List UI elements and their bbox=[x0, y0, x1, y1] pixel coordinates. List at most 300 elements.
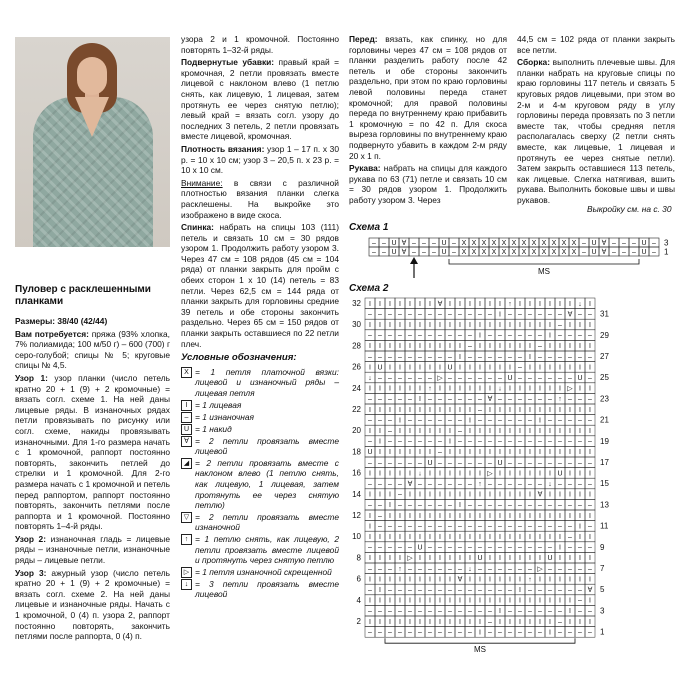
scheme-1-symbol: X bbox=[461, 240, 467, 248]
scheme-2-symbol: – bbox=[508, 417, 512, 425]
scheme-2-symbol: – bbox=[588, 375, 592, 382]
scheme-2-symbol: I bbox=[419, 449, 421, 457]
scheme-2-symbol: I bbox=[459, 491, 461, 499]
scheme-2-symbol: – bbox=[488, 353, 492, 361]
scheme-1-ms-label: MS bbox=[538, 267, 550, 276]
scheme-2-symbol: – bbox=[578, 608, 582, 616]
scheme-2-symbol: – bbox=[558, 565, 562, 573]
scheme-2-symbol: I bbox=[469, 470, 471, 478]
scheme-2-symbol: I bbox=[569, 300, 571, 308]
scheme-2-symbol: I bbox=[559, 343, 561, 351]
scheme-2-symbol: I bbox=[429, 428, 431, 435]
scheme-1-symbol: – bbox=[622, 240, 626, 248]
scheme-2-symbol: – bbox=[498, 629, 502, 637]
scheme-1-symbol: ∀ bbox=[401, 249, 407, 257]
scheme-2-symbol: I bbox=[509, 512, 511, 520]
scheme-2-symbol: I bbox=[509, 322, 511, 329]
scheme-2-symbol: – bbox=[468, 608, 472, 616]
scheme-2-symbol: – bbox=[398, 396, 402, 404]
scheme-2-symbol: – bbox=[418, 332, 422, 340]
scheme-1-symbol: U bbox=[641, 249, 647, 257]
scheme-2-symbol: – bbox=[368, 438, 372, 446]
scheme-2-symbol: – bbox=[488, 502, 492, 510]
scheme-2-symbol: – bbox=[378, 396, 382, 404]
scheme-2-symbol: – bbox=[378, 417, 382, 425]
scheme-2-symbol: I bbox=[559, 406, 561, 414]
scheme-2-symbol: – bbox=[418, 608, 422, 616]
scheme-2-symbol: I bbox=[439, 491, 441, 499]
scheme-2-symbol: – bbox=[368, 311, 372, 319]
scheme-2-symbol: – bbox=[418, 438, 422, 446]
scheme-2-symbol: I bbox=[549, 512, 551, 520]
scheme-2-symbol: I bbox=[439, 597, 441, 605]
scheme-2-symbol: I bbox=[449, 470, 451, 478]
scheme-2-symbol: – bbox=[528, 502, 532, 510]
scheme-2-symbol: – bbox=[428, 417, 432, 425]
scheme-2-symbol: I bbox=[379, 587, 381, 594]
scheme-1-symbol: X bbox=[521, 249, 527, 257]
scheme-2-symbol: – bbox=[588, 523, 592, 531]
scheme-2-symbol: ∀ bbox=[537, 491, 543, 499]
scheme-2-symbol: – bbox=[588, 438, 592, 446]
scheme-2-symbol: – bbox=[408, 417, 412, 425]
scheme-2-symbol: I bbox=[479, 364, 481, 372]
scheme-2-symbol: I bbox=[369, 406, 371, 414]
scheme-2-symbol: – bbox=[448, 311, 452, 319]
scheme-2-symbol: I bbox=[529, 534, 531, 541]
scheme-2-symbol: I bbox=[489, 406, 491, 414]
pattern-2: Узор 2: изнаночная гладь = лицевые ряды – изнаночные петли, изнаночные ряды – лицевые петли. bbox=[15, 533, 170, 566]
scheme-2-symbol: – bbox=[568, 353, 572, 361]
scheme-2-symbol: ↓ bbox=[548, 481, 552, 488]
scheme-2-symbol: – bbox=[378, 459, 382, 467]
scheme-2-symbol: I bbox=[479, 428, 481, 435]
scheme-2-symbol: – bbox=[508, 523, 512, 531]
scheme-2-symbol: I bbox=[429, 534, 431, 541]
scheme-1-symbol: – bbox=[582, 240, 586, 248]
scheme-2-right-label: 23 bbox=[600, 394, 609, 404]
scheme-2-symbol: I bbox=[499, 322, 501, 329]
scheme-2-symbol: I bbox=[509, 534, 511, 541]
scheme-2-symbol: I bbox=[489, 322, 491, 329]
scheme-2-symbol: – bbox=[378, 629, 382, 637]
scheme-2-symbol: – bbox=[548, 459, 552, 467]
scheme-2-symbol: I bbox=[409, 512, 411, 520]
scheme-2-symbol: I bbox=[489, 364, 491, 372]
scheme-2-symbol: – bbox=[438, 417, 442, 425]
scheme-2-symbol: – bbox=[568, 332, 572, 340]
scheme-2-symbol: – bbox=[588, 629, 592, 637]
legend-title: Условные обозначения: bbox=[181, 352, 297, 364]
scheme-2-symbol: – bbox=[518, 353, 522, 361]
scheme-2-symbol: – bbox=[378, 502, 382, 510]
sweater-photo bbox=[15, 37, 170, 247]
scheme-2-symbol: I bbox=[419, 576, 421, 584]
scheme-2-symbol: – bbox=[518, 396, 522, 404]
scheme-2-symbol: – bbox=[588, 311, 592, 319]
scheme-1-symbol: – bbox=[622, 249, 626, 257]
legend-item bbox=[181, 412, 339, 423]
scheme-2-symbol: – bbox=[418, 375, 422, 382]
scheme-2-symbol: I bbox=[409, 385, 411, 393]
scheme-2-symbol: I bbox=[569, 343, 571, 351]
scheme-2-symbol: I bbox=[369, 428, 371, 435]
column-1 bbox=[15, 316, 170, 644]
scheme-2-symbol: I bbox=[559, 449, 561, 457]
column-3 bbox=[349, 34, 507, 208]
scheme-2-symbol: – bbox=[448, 417, 452, 425]
scheme-2-symbol: – bbox=[408, 565, 412, 573]
scheme-2-symbol: – bbox=[458, 428, 462, 435]
scheme-1-symbol: – bbox=[432, 249, 436, 257]
scheme-2-right-label: 11 bbox=[600, 521, 609, 531]
scheme-2-symbol: U bbox=[447, 364, 453, 372]
scheme-2-symbol: – bbox=[378, 353, 382, 361]
scheme-2-symbol: – bbox=[458, 396, 462, 404]
scheme-2-symbol: ↓ bbox=[418, 470, 422, 478]
scheme-2-symbol: I bbox=[539, 385, 541, 393]
scheme-2-symbol: I bbox=[489, 449, 491, 457]
scheme-2-symbol: – bbox=[558, 608, 562, 616]
scheme-2-symbol: I bbox=[589, 322, 591, 329]
scheme-2-symbol: I bbox=[479, 385, 481, 393]
scheme-2-symbol: I bbox=[519, 587, 521, 594]
scheme-1-symbol: ∀ bbox=[601, 249, 607, 257]
scheme-2-symbol: – bbox=[398, 523, 402, 531]
scheme-2-symbol: I bbox=[379, 491, 381, 499]
scheme-2-symbol: – bbox=[558, 523, 562, 531]
scheme-1-symbol: – bbox=[612, 240, 616, 248]
scheme-1-symbol: X bbox=[481, 249, 487, 257]
scheme-2-symbol: I bbox=[499, 597, 501, 605]
scheme-2-symbol: I bbox=[589, 449, 591, 457]
scheme-2-symbol: – bbox=[528, 608, 532, 616]
scheme-2-symbol: – bbox=[398, 375, 402, 382]
scheme-2-symbol: I bbox=[569, 608, 571, 616]
scheme-2-symbol: – bbox=[388, 417, 392, 425]
scheme-2-symbol: I bbox=[519, 406, 521, 414]
scheme-2-symbol: – bbox=[588, 353, 592, 361]
scheme-2-symbol: – bbox=[568, 629, 572, 637]
scheme-2-right-label: 9 bbox=[600, 542, 605, 552]
scheme-2-symbol: I bbox=[409, 576, 411, 584]
scheme-2-symbol: – bbox=[588, 608, 592, 616]
scheme-2-symbol: – bbox=[428, 502, 432, 510]
scheme-2-symbol: – bbox=[588, 544, 592, 552]
scheme-2-symbol: ▷ bbox=[487, 470, 493, 478]
scheme-2-symbol: I bbox=[579, 470, 581, 478]
scheme-2-symbol: – bbox=[388, 481, 392, 488]
scheme-2-symbol: ↑ bbox=[398, 565, 402, 573]
scheme-2-symbol: – bbox=[428, 375, 432, 382]
scheme-2-symbol: I bbox=[529, 597, 531, 605]
scheme-2-symbol: I bbox=[379, 322, 381, 329]
scheme-2-symbol: – bbox=[548, 375, 552, 382]
scheme-2-symbol: I bbox=[469, 428, 471, 435]
scheme-2-left-label: 24 bbox=[352, 383, 361, 393]
scheme-2-symbol: – bbox=[558, 438, 562, 446]
legend-text: = 2 петли провязать вместе изнаночной bbox=[195, 511, 339, 533]
scheme-2-symbol: I bbox=[459, 449, 461, 457]
scheme-2-symbol: – bbox=[528, 523, 532, 531]
scheme-2-symbol: I bbox=[469, 618, 471, 626]
scheme-2-symbol: – bbox=[588, 565, 592, 573]
scheme-2-right-label: 19 bbox=[600, 436, 609, 446]
scheme-2-symbol: I bbox=[389, 618, 391, 626]
scheme-2-symbol: – bbox=[488, 481, 492, 488]
scheme-2-symbol: I bbox=[519, 597, 521, 605]
scheme-2-symbol: – bbox=[398, 311, 402, 319]
scheme-2-symbol: I bbox=[529, 364, 531, 372]
scheme-2-symbol: I bbox=[419, 491, 421, 499]
scheme-2-symbol: – bbox=[468, 438, 472, 446]
scheme-2-symbol: – bbox=[518, 364, 522, 372]
scheme-2-symbol: – bbox=[498, 523, 502, 531]
scheme-2-symbol: I bbox=[549, 322, 551, 329]
scheme-2-symbol: – bbox=[388, 459, 392, 467]
scheme-2-symbol: – bbox=[368, 459, 372, 467]
scheme-2-symbol: – bbox=[558, 459, 562, 467]
scheme-2-symbol: I bbox=[579, 523, 581, 531]
scheme-2-symbol: – bbox=[448, 375, 452, 382]
scheme-2-symbol: I bbox=[499, 576, 501, 584]
scheme-2-symbol: ▷ bbox=[407, 555, 413, 563]
scheme-2-symbol: I bbox=[519, 534, 521, 541]
scheme-2-symbol: – bbox=[398, 491, 402, 499]
scheme-2-symbol: – bbox=[558, 629, 562, 637]
scheme-2-symbol: I bbox=[399, 618, 401, 626]
scheme-2-symbol: – bbox=[478, 417, 482, 425]
scheme-1-symbol: U bbox=[441, 240, 447, 248]
assembly-instructions: Сборка: выполнить плечевые швы. Для планки набрать на круговые спицы по краю горловины 117 петель и связать 5 круговых рядов лицевыми, при этом во 2-м и 4-м круговом ряду в углу горловины переда провязать по 3 петли вместе так, чтобы средняя петля располагалась сверху (2 петли снять вместе, как лицевые, 1 лицевая и протянуть ее через снятые петли). Затем закрыть оставшиеся 113 петель, как лицевые. Слегка натягивая, вшить рукава. Выполнить боковые швы и швы рукавов. bbox=[517, 57, 675, 205]
scheme-2-symbol: I bbox=[369, 555, 371, 563]
scheme-2-symbol: I bbox=[459, 385, 461, 393]
scheme-2-symbol: – bbox=[488, 375, 492, 382]
scheme-2-symbol: – bbox=[438, 629, 442, 637]
scheme-2-symbol: I bbox=[559, 555, 561, 563]
scheme-2-ms-bracket bbox=[385, 638, 575, 643]
scheme-2-symbol: – bbox=[548, 608, 552, 616]
scheme-2-symbol: I bbox=[569, 597, 571, 605]
scheme-2-symbol: – bbox=[478, 544, 482, 552]
legend-item bbox=[181, 512, 339, 533]
scheme-2-symbol: – bbox=[508, 332, 512, 340]
scheme-2-symbol: – bbox=[528, 438, 532, 446]
scheme-2-symbol: I bbox=[549, 597, 551, 605]
scheme-2-symbol: I bbox=[459, 470, 461, 478]
scheme-2-symbol: I bbox=[399, 364, 401, 372]
scheme-2-symbol: I bbox=[489, 555, 491, 563]
scheme-2-symbol: – bbox=[408, 629, 412, 637]
scheme-2-symbol: – bbox=[378, 565, 382, 573]
scheme-2-symbol: – bbox=[408, 396, 412, 404]
scheme-2-symbol: I bbox=[569, 428, 571, 435]
scheme-2-symbol: – bbox=[538, 587, 542, 594]
scheme-2-symbol: I bbox=[409, 364, 411, 372]
scheme-2-symbol: – bbox=[418, 502, 422, 510]
scheme-2-symbol: I bbox=[549, 491, 551, 499]
scheme-2-symbol: – bbox=[498, 502, 502, 510]
scheme-2-symbol: – bbox=[408, 375, 412, 382]
scheme-2-symbol: I bbox=[389, 364, 391, 372]
scheme-2-symbol: ↑ bbox=[528, 576, 532, 584]
scheme-1-symbol: X bbox=[511, 249, 517, 257]
scheme-2-left-label: 20 bbox=[352, 426, 361, 436]
scheme-1-symbol: X bbox=[481, 240, 487, 248]
scheme-2-symbol: – bbox=[548, 544, 552, 552]
scheme-2-symbol: I bbox=[449, 576, 451, 584]
scheme-2-symbol: – bbox=[568, 459, 572, 467]
scheme-2-symbol: I bbox=[479, 449, 481, 457]
scheme-2-symbol: – bbox=[468, 311, 472, 319]
scheme-2-symbol: I bbox=[579, 428, 581, 435]
scheme-2-symbol: – bbox=[418, 629, 422, 637]
scheme-2-symbol: I bbox=[569, 555, 571, 563]
scheme-1-symbol: U bbox=[391, 249, 397, 257]
scheme-2-symbol: – bbox=[378, 608, 382, 616]
scheme-2-symbol: – bbox=[518, 311, 522, 319]
scheme-2-symbol: U bbox=[367, 449, 373, 457]
scheme-2-symbol: I bbox=[589, 300, 591, 308]
scheme-2-symbol: – bbox=[418, 459, 422, 467]
scheme-2-symbol: I bbox=[499, 449, 501, 457]
scheme-2-symbol: I bbox=[379, 385, 381, 393]
scheme-1-symbol: U bbox=[441, 249, 447, 257]
scheme-2-symbol: I bbox=[489, 534, 491, 541]
scheme-2-symbol: – bbox=[418, 417, 422, 425]
scheme-2-symbol: I bbox=[439, 322, 441, 329]
scheme-2-symbol: – bbox=[488, 523, 492, 531]
scheme-2-symbol: – bbox=[458, 459, 462, 467]
scheme-2-symbol: – bbox=[398, 332, 402, 340]
scheme-2-symbol: – bbox=[568, 481, 572, 488]
scheme-2-symbol: – bbox=[568, 396, 572, 404]
legend-item bbox=[181, 579, 339, 600]
scheme-2-symbol: I bbox=[569, 512, 571, 520]
scheme-2-symbol: I bbox=[569, 576, 571, 584]
scheme-2-symbol: ↓ bbox=[368, 375, 372, 382]
scheme-2-symbol: – bbox=[468, 459, 472, 467]
scheme-1-symbol: – bbox=[652, 249, 656, 257]
scheme-2-symbol: – bbox=[578, 459, 582, 467]
scheme-2-symbol: – bbox=[398, 502, 402, 510]
scheme-2-symbol: – bbox=[528, 629, 532, 637]
scheme-2-symbol: I bbox=[369, 300, 371, 308]
scheme-1-symbol: – bbox=[452, 249, 456, 257]
scheme-2-symbol: I bbox=[369, 534, 371, 541]
scheme-2-symbol: I bbox=[409, 300, 411, 308]
scheme-2-symbol: ↓ bbox=[468, 565, 472, 573]
scheme-2-symbol: – bbox=[378, 544, 382, 552]
scheme-2-symbol: I bbox=[389, 449, 391, 457]
scheme-2-symbol: I bbox=[399, 343, 401, 351]
scheme-2-symbol: – bbox=[458, 587, 462, 594]
scheme-2-symbol: I bbox=[529, 428, 531, 435]
scheme-2-symbol: – bbox=[398, 629, 402, 637]
scheme-1-symbol: X bbox=[501, 240, 507, 248]
scheme-2-symbol: I bbox=[529, 353, 531, 361]
scheme-2-symbol: I bbox=[479, 576, 481, 584]
scheme-1-symbol: – bbox=[422, 249, 426, 257]
scheme-2-symbol: I bbox=[449, 438, 451, 446]
scheme-2-symbol: – bbox=[478, 608, 482, 616]
scheme-2-symbol: I bbox=[369, 512, 371, 520]
scheme-2-symbol: I bbox=[509, 364, 511, 372]
scheme-2-symbol: – bbox=[558, 375, 562, 382]
legend-text: = 2 петли провязать вместе с наклоном влево (1 петлю снять, как лицевую, 1 лицевая, затем протянуть ее через снятую петлю) bbox=[195, 457, 339, 511]
scheme-2-symbol: – bbox=[388, 544, 392, 552]
scheme-2-symbol: I bbox=[519, 491, 521, 499]
scheme-2-symbol: – bbox=[488, 438, 492, 446]
scheme-2-symbol: I bbox=[429, 364, 431, 372]
scheme-2-symbol: – bbox=[468, 544, 472, 552]
scheme-1-symbol: X bbox=[521, 240, 527, 248]
scheme-2-symbol: I bbox=[399, 322, 401, 329]
scheme-2-symbol: – bbox=[438, 481, 442, 488]
scheme-2-symbol: I bbox=[429, 597, 431, 605]
scheme-2-symbol: – bbox=[428, 523, 432, 531]
scheme-2-symbol: – bbox=[428, 608, 432, 616]
scheme-2-symbol: – bbox=[588, 502, 592, 510]
scheme-2-right-label: 1 bbox=[600, 627, 605, 637]
scheme-2-symbol: I bbox=[579, 512, 581, 520]
scheme-2-symbol: I bbox=[499, 618, 501, 626]
scheme-2-left-label: 6 bbox=[356, 574, 361, 584]
scheme-2-symbol: – bbox=[418, 311, 422, 319]
scheme-1-symbol: – bbox=[372, 240, 376, 248]
scheme-2-right-label: 21 bbox=[600, 415, 609, 425]
sizes: Размеры: 38/40 (42/44) bbox=[15, 316, 108, 326]
scheme-2-symbol: I bbox=[519, 470, 521, 478]
scheme-2-symbol: I bbox=[429, 618, 431, 626]
scheme-1-symbol: – bbox=[412, 240, 416, 248]
scheme-2-symbol: – bbox=[398, 608, 402, 616]
scheme-2-symbol: I bbox=[519, 555, 521, 563]
scheme-2-symbol: I bbox=[529, 343, 531, 351]
scheme-2-symbol: I bbox=[409, 534, 411, 541]
scheme-2-symbol: – bbox=[538, 311, 542, 319]
scheme-2-symbol: – bbox=[408, 332, 412, 340]
scheme-2-symbol: I bbox=[549, 364, 551, 372]
scheme-2-symbol: – bbox=[388, 375, 392, 382]
scheme-1-symbol: – bbox=[432, 240, 436, 248]
scheme-2-symbol: – bbox=[518, 544, 522, 552]
scheme-2-symbol: – bbox=[468, 396, 472, 404]
scheme-2-symbol: I bbox=[439, 364, 441, 372]
scheme-2-symbol: – bbox=[478, 523, 482, 531]
scheme-2-symbol: I bbox=[479, 512, 481, 520]
scheme-2-symbol: – bbox=[488, 587, 492, 594]
scheme-2-symbol: I bbox=[539, 597, 541, 605]
scheme-2-symbol: – bbox=[438, 544, 442, 552]
scheme-2-symbol: – bbox=[578, 565, 582, 573]
scheme-2-symbol: I bbox=[579, 406, 581, 414]
scheme-2-symbol: I bbox=[529, 512, 531, 520]
scheme-1-arrow-head bbox=[410, 257, 418, 264]
scheme-2-symbol: I bbox=[559, 385, 561, 393]
scheme-2-symbol: I bbox=[379, 597, 381, 605]
scheme-2-symbol: I bbox=[489, 385, 491, 393]
scheme-2-symbol: – bbox=[548, 523, 552, 531]
scheme-2-symbol: I bbox=[549, 300, 551, 308]
scheme-2-symbol: – bbox=[468, 332, 472, 340]
legend-symbol: U bbox=[181, 424, 192, 435]
scheme-2-symbol: I bbox=[569, 491, 571, 499]
scheme-2-symbol: – bbox=[448, 565, 452, 573]
scheme-2-symbol: I bbox=[559, 544, 561, 552]
scheme-2-symbol: I bbox=[519, 343, 521, 351]
scheme-2-symbol: – bbox=[548, 565, 552, 573]
